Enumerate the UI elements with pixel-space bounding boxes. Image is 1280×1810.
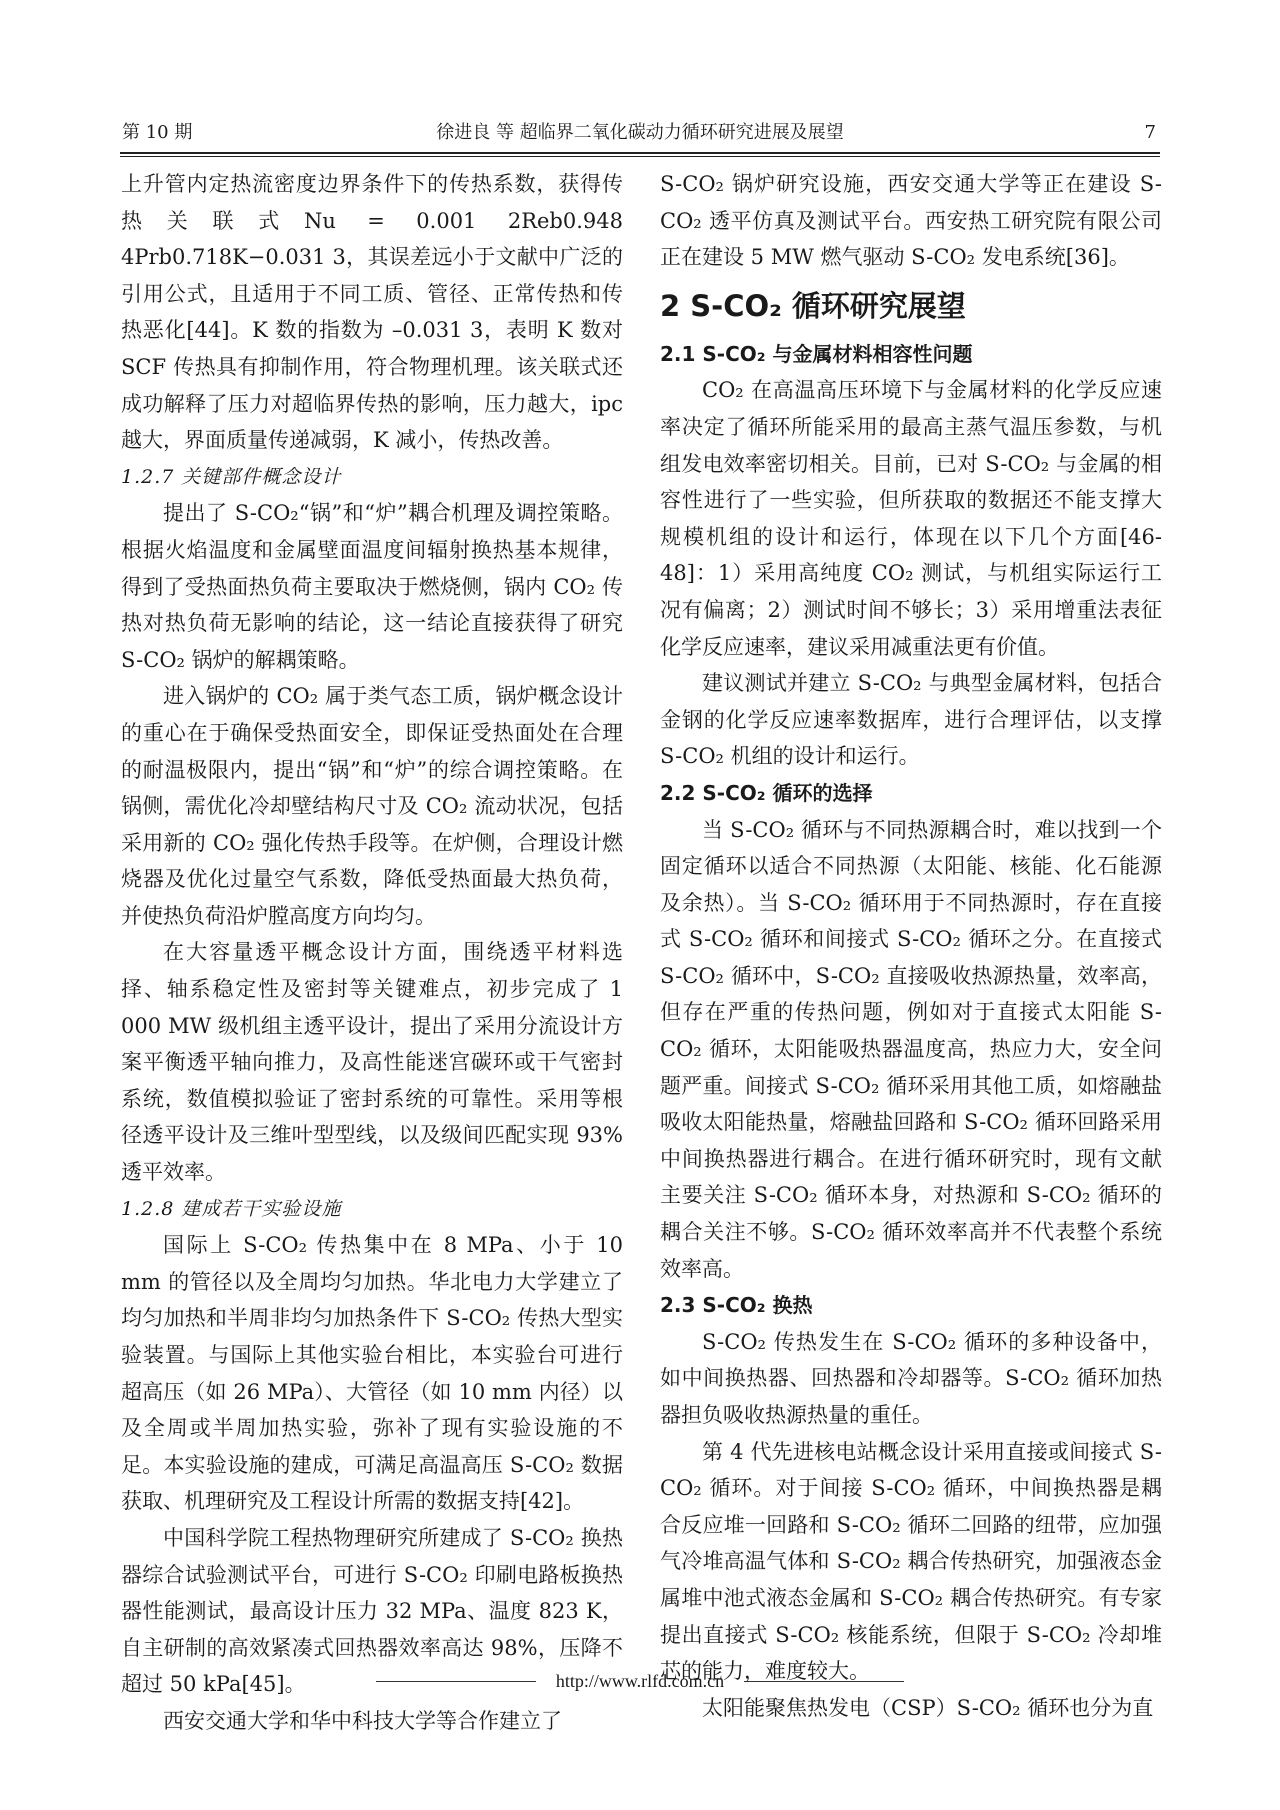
journal-url: http://www.rlfd.com.cn — [555, 1671, 725, 1691]
page-header — [120, 118, 1160, 148]
subsection-heading-1-2-7: 1.2.7 关键部件概念设计 — [121, 465, 342, 488]
page-footer — [0, 1666, 1280, 1696]
header-rule-thin — [120, 156, 1160, 157]
issue-number: 第 10 期 — [122, 122, 193, 143]
paragraph: 第 4 代先进核电站概念设计采用直接或间接式 S-CO₂ 循环。对于间接 S-CO₂ 循环，中间换热器是耦合反应堆一回路和 S-CO₂ 循环二回路的纽带，应加强气冷堆高温气体和 S-CO₂ 耦合传热研究，加强液态金属堆中池式液态金属和 S-CO₂ 耦合传热研究。有专家提出直接式 S-CO₂ 核能系统，但限于 S-CO₂ 冷却堆芯的能力，难度较大。 — [660, 1439, 1162, 1684]
subsection-heading-2-1: 2.1 S-CO₂ 与金属材料相容性问题 — [660, 341, 973, 366]
right-column — [660, 166, 1162, 1720]
paragraph: 建议测试并建立 S-CO₂ 与典型金属材料，包括合金钢的化学反应速率数据库，进行合理评估，以支撑 S-CO₂ 机组的设计和运行。 — [660, 671, 1162, 769]
paragraph: 进入锅炉的 CO₂ 属于类气态工质，锅炉概念设计的重心在于确保受热面安全，即保证受热面处在合理的耐温极限内，提出“锅”和“炉”的综合调控策略。在锅侧，需优化冷却壁结构尺寸及 CO₂ 流动状况，包括采用新的 CO₂ 强化传热手段等。在炉侧，合理设计燃烧器及优化过量空气系数，降低受热面最大热负荷，并使热负荷沿炉膛高度方向均匀。 — [121, 684, 623, 928]
header-rule — [120, 152, 1160, 154]
paragraph: S-CO₂ 传热发生在 S-CO₂ 循环的多种设备中，如中间换热器、回热器和冷却器等。S-CO₂ 循环加热器担负吸收热源热量的重任。 — [660, 1329, 1162, 1427]
paragraph: 上升管内定热流密度边界条件下的传热系数，获得传热关联式Nu = 0.001 2Reb0.948 4Prb0.718K−0.031 3，其误差远小于文献中广泛的引用公式，且适用于不同工质、管径、正常传热和传热恶化[44]。K 数的指数为 –0.031 3，表明 K 数对 SCF 传热具有抑制作用，符合物理机理。该关联式还成功解释了压力对超临界传热的影响，压力越大，ipc越大，界面质量传递减弱，K 减小，传热改善。 — [121, 172, 623, 453]
subsection-heading-1-2-8: 1.2.8 建成若干实验设施 — [121, 1197, 342, 1220]
paragraph: 太阳能聚焦热发电（CSP）S-CO₂ 循环也分为直 — [702, 1695, 1154, 1720]
footer-rule-right — [744, 1681, 904, 1682]
left-column — [121, 166, 623, 1733]
paragraph: 在大容量透平概念设计方面，围绕透平材料选择、轴系稳定性及密封等关键难点，初步完成了 1 000 MW 级机组主透平设计，提出了采用分流设计方案平衡透平轴向推力，及高性能迷宫碳环或干气密封系统，数值模拟验证了密封系统的可靠性。采用等根径透平设计及三维叶型型线，以及级间匹配实现 93%透平效率。 — [121, 940, 623, 1185]
paragraph: 中国科学院工程热物理研究所建成了 S-CO₂ 换热器综合试验测试平台，可进行 S-CO₂ 印刷电路板换热器性能测试，最高设计压力 32 MPa、温度 823 K，自主研制的高效紧凑式回热器效率高达 98%，压降不超过 50 kPa[45]。 — [121, 1525, 623, 1697]
section-heading-2: 2 S-CO₂ 循环研究展望 — [660, 288, 966, 323]
subsection-heading-2-3: 2.3 S-CO₂ 换热 — [660, 1293, 813, 1318]
paragraph: 提出了 S-CO₂“锅”和“炉”耦合机理及调控策略。根据火焰温度和金属壁面温度间辐射换热基本规律，得到了受热面热负荷主要取决于燃烧侧，锅内 CO₂ 传热对热负荷无影响的结论，这一结论直接获得了研究 S-CO₂ 锅炉的解耦策略。 — [121, 501, 623, 672]
paragraph: 国际上 S-CO₂ 传热集中在 8 MPa、小于 10 mm 的管径以及全周均匀加热。华北电力大学建立了均匀加热和半周非均匀加热条件下 S-CO₂ 传热大型实验装置。与国际上其他实验台相比，本实验台可进行超高压（如 26 MPa）、大管径（如 10 mm 内径）以及全周或半周加热实验，弥补了现有实验设施的不足。本实验设施的建成，可满足高温高压 S-CO₂ 数据获取、机理研究及工程设计所需的数据支持[42]。 — [121, 1233, 623, 1514]
running-title: 徐进良 等 超临界二氧化碳动力循环研究进展及展望 — [436, 122, 844, 143]
footer-rule-left — [376, 1681, 536, 1682]
paragraph: 西安交通大学和华中科技大学等合作建立了 — [163, 1708, 562, 1733]
page-number: 7 — [1144, 122, 1156, 143]
subsection-heading-2-2: 2.2 S-CO₂ 循环的选择 — [660, 780, 873, 805]
paragraph: S-CO₂ 锅炉研究设施，西安交通大学等正在建设 S-CO₂ 透平仿真及测试平台。西安热工研究院有限公司正在建设 5 MW 燃气驱动 S-CO₂ 发电系统[36]。 — [660, 172, 1162, 270]
paragraph: 当 S-CO₂ 循环与不同热源耦合时，难以找到一个固定循环以适合不同热源（太阳能、核能、化石能源及余热）。当 S-CO₂ 循环用于不同热源时，存在直接式 S-CO₂ 循环和间接式 S-CO₂ 循环之分。在直接式 S-CO₂ 循环中，S-CO₂ 直接吸收热源热量，效率高，但存在严重的传热问题，例如对于直接式太阳能 S-CO₂ 循环，太阳能吸热器温度高，热应力大，安全问题严重。间接式 S-CO₂ 循环采用其他工质，如熔融盐吸收太阳能热量，熔融盐回路和 S-CO₂ 循环回路采用中间换热器进行耦合。在进行循环研究时，现有文献主要关注 S-CO₂ 循环本身，对热源和 S-CO₂ 循环的耦合关注不够。S-CO₂ 循环效率高并不代表整个系统效率高。 — [660, 817, 1162, 1281]
paragraph: CO₂ 在高温高压环境下与金属材料的化学反应速率决定了循环所能采用的最高主蒸气温压参数，与机组发电效率密切相关。目前，已对 S-CO₂ 与金属的相容性进行了一些实验，但所获取的数据还不能支撑大规模机组的设计和运行，体现在以下几个方面[46-48]：1）采用高纯度 CO₂ 测试，与机组实际运行工况有偏离；2）测试时间不够长；3）采用增重法表征化学反应速率，建议采用减重法更有价值。 — [660, 378, 1162, 659]
